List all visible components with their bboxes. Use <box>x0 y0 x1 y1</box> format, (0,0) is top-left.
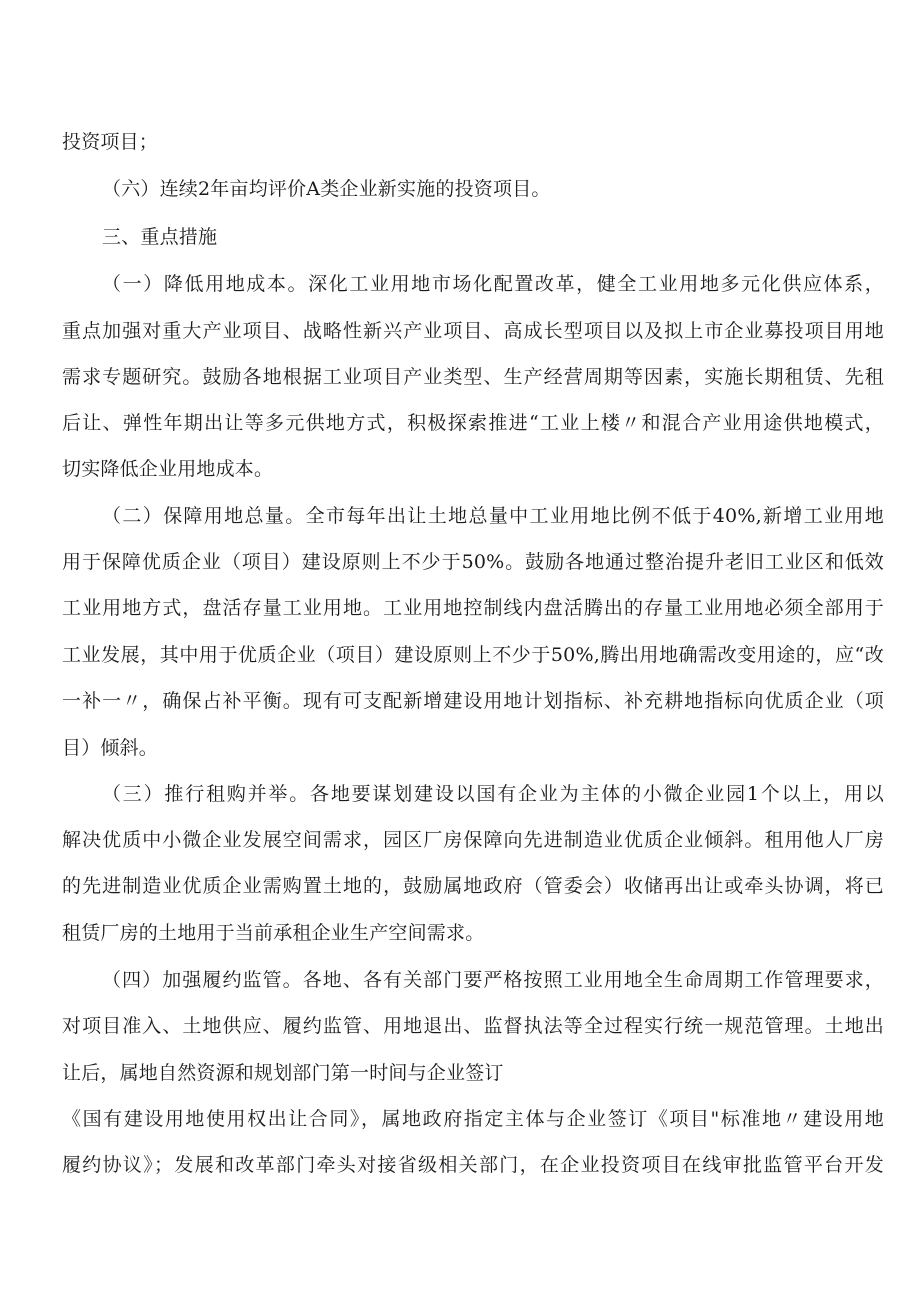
text-line: 租赁厂房的土地用于当前承租企业生产空间需求。 <box>62 922 485 944</box>
text-line: 工业发展，其中用于优质企业（项目）建设原则上不少于50%,腾出用地确需改变用途的，应“改 <box>62 644 884 666</box>
text-line: 对项目准入、土地供应、履约监管、用地退出、监督执法等全过程实行统一规范管理。土地出 <box>62 1015 884 1037</box>
text-line: 投资项目； <box>62 131 159 153</box>
text-line: 用于保障优质企业（项目）建设原则上不少于50%。鼓励各地通过整治提升老旧工业区和低效 <box>62 551 884 573</box>
text-line: （二）保障用地总量。全市每年出让土地总量中工业用地比例不低于40%,新增工业用地 <box>102 505 884 527</box>
text-line: 需求专题研究。鼓励各地根据工业项目产业类型、生产经营周期等因素，实施长期租赁、先租 <box>62 366 884 388</box>
text-line: （三）推行租购并举。各地要谋划建设以国有企业为主体的小微企业园1个以上，用以 <box>102 783 884 805</box>
text-line: 的先进制造业优质企业需购置土地的，鼓励属地政府（管委会）收储再出让或牵头协调，将已 <box>62 875 884 897</box>
text-line: 重点加强对重大产业项目、战略性新兴产业项目、高成长型项目以及拟上市企业募投项目用地 <box>62 320 884 342</box>
text-line: 履约协议》；发展和改革部门牵头对接省级相关部门，在企业投资项目在线审批监管平台开发 <box>62 1154 884 1176</box>
text-line: （四）加强履约监管。各地、各有关部门要严格按照工业用地全生命周期工作管理要求， <box>102 969 884 991</box>
text-line: 解决优质中小微企业发展空间需求，园区厂房保障向先进制造业优质企业倾斜。租用他人厂房 <box>62 829 884 851</box>
text-line: 一补一〃，确保占补平衡。现有可支配新增建设用地计划指标、补充耕地指标向优质企业（项 <box>62 690 884 712</box>
text-line: 《国有建设用地使用权出让合同》，属地政府指定主体与企业签订《项目"标准地〃建设用地 <box>62 1108 884 1130</box>
text-line: 目）倾斜。 <box>62 737 159 759</box>
text-line: 后让、弹性年期出让等多元供地方式，积极探索推进“工业上楼〃和混合产业用途供地模式， <box>62 412 884 434</box>
text-line: 让后，属地自然资源和规划部门第一时间与企业签订 <box>62 1062 504 1084</box>
text-line: 切实降低企业用地成本。 <box>62 458 274 480</box>
text-line: 工业用地方式，盘活存量工业用地。工业用地控制线内盘活腾出的存量工业用地必须全部用于 <box>62 597 884 619</box>
section-heading: 三、重点措施 <box>102 226 218 248</box>
text-line: （一）降低用地成本。深化工业用地市场化配置改革，健全工业用地多元化供应体系， <box>102 273 884 295</box>
text-line: （六）连续2年亩均评价A类企业新实施的投资项目。 <box>102 178 551 200</box>
